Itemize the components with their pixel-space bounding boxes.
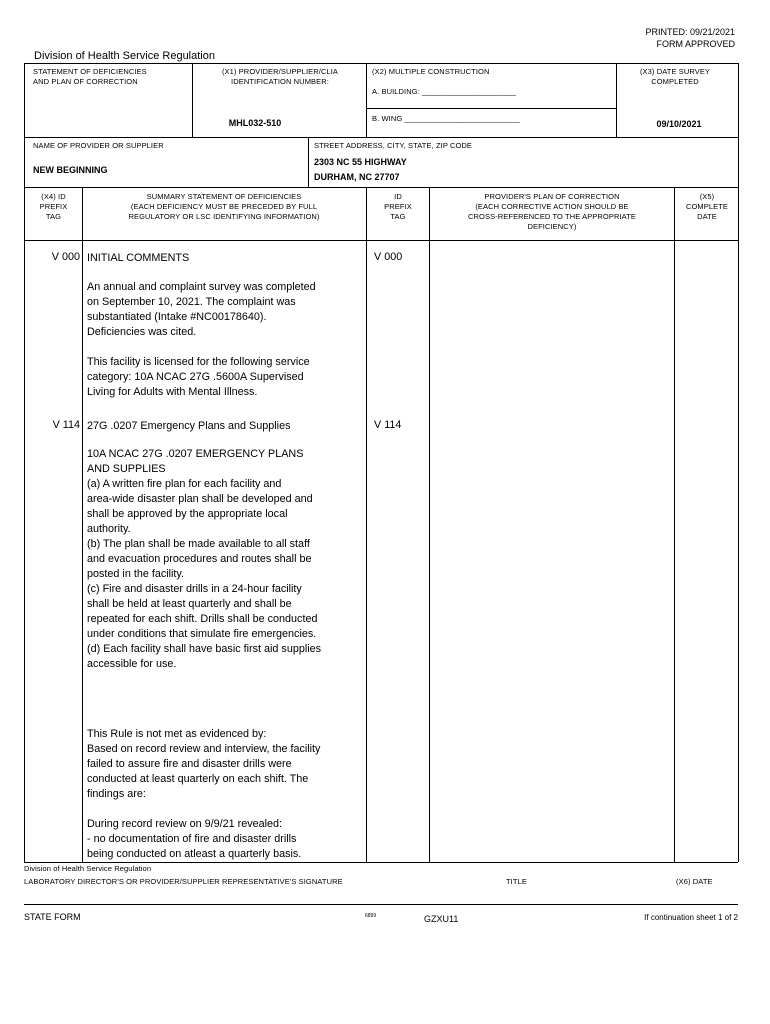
- x1-divider: [192, 63, 193, 137]
- form-code: 6899: [365, 913, 377, 919]
- x3-label: (X3) DATE SURVEY COMPLETED: [639, 67, 711, 86]
- street-line1: 2303 NC 55 HIGHWAY: [314, 157, 407, 167]
- entry-tag: V 000: [51, 251, 80, 263]
- printed-date: PRINTED: 09/21/2021: [645, 27, 735, 37]
- form-approved: FORM APPROVED: [656, 39, 735, 49]
- x6-date-label: (X6) DATE: [676, 877, 713, 886]
- id-prefix-column-header: ID PREFIX TAG: [384, 192, 412, 221]
- entry-title: INITIAL COMMENTS: [87, 252, 190, 264]
- wing-label: B. WING ___________________________: [372, 114, 520, 123]
- plan-column-divider: [674, 187, 675, 862]
- header-bottom-border: [24, 187, 738, 188]
- entry-paragraph: During record review on 9/9/21 revealed: - no documentation of fire and disaster drills being conducted on atleast a quarterly basis.: [87, 818, 302, 860]
- summary-column-header: SUMMARY STATEMENT OF DEFICIENCIES (EACH DEFICIENCY MUST BE PRECEDED BY FULL REGULATORY OR LSC IDENTIFYING INFORMATION): [128, 192, 320, 221]
- x1-value: MHL032-510: [228, 118, 282, 128]
- entry-body: [87, 280, 365, 415]
- summary-column-divider: [366, 187, 367, 862]
- column-header-border: [24, 240, 738, 241]
- building-label: A. BUILDING: ______________________: [372, 87, 517, 96]
- entry-body: [87, 727, 365, 877]
- street-label: STREET ADDRESS, CITY, STATE, ZIP CODE: [314, 141, 473, 150]
- x2-divider: [366, 63, 367, 137]
- address-divider: [308, 137, 309, 187]
- header-mid-border: [24, 137, 738, 138]
- plan-column-header: PROVIDER'S PLAN OF CORRECTION (EACH CORRECTIVE ACTION SHOULD BE CROSS-REFERENCED TO THE APPROPRIATE DEFICIENCY): [468, 192, 636, 231]
- provider-name: NEW BEGINNING: [33, 165, 108, 175]
- state-form-label: STATE FORM: [24, 912, 81, 922]
- x3-divider: [616, 63, 617, 137]
- left-border: [24, 63, 25, 862]
- x4-column-divider: [82, 187, 83, 862]
- x3-value: 09/10/2021: [656, 119, 702, 129]
- x1-label: (X1) PROVIDER/SUPPLIER/CLIA IDENTIFICATION NUMBER:: [221, 67, 339, 86]
- division-title: Division of Health Service Regulation: [34, 50, 215, 62]
- event-id: GZXU11: [424, 914, 459, 924]
- entry-paragraph: 10A NCAC 27G .0207 EMERGENCY PLANS AND SUPPLIES (a) A written fire plan for each facility and area-wide disaster plan shall be developed and shall be approved by the appropriate local authority. (b) The plan shall be made available to all staff and evacuation procedures and routes shall be posted in the facility. (c) Fire and disaster drills in a 24-hour facility shall be held at least quarterly and shall be repeated for each shift. Drills shall be conducted under conditions that simulate fire emergencies. (d) Each facility shall have basic first aid supplies accessible for use.: [87, 448, 322, 670]
- construction-divider: [366, 108, 616, 109]
- statement-label: STATEMENT OF DEFICIENCIES AND PLAN OF CORRECTION: [33, 67, 147, 86]
- entry-paragraph: This Rule is not met as evidenced by: Based on record review and interview, the facility failed to assure fire and disaster drills were conducted at least quarterly on each shift. The findings are:: [87, 728, 321, 800]
- entry-tag: V 114: [52, 419, 80, 431]
- entry-id-tag: V 000: [374, 251, 403, 263]
- continuation-sheet: If continuation sheet 1 of 2: [644, 913, 738, 922]
- footer-border: [24, 904, 738, 905]
- signature-label: LABORATORY DIRECTOR'S OR PROVIDER/SUPPLIER REPRESENTATIVE'S SIGNATURE: [24, 877, 343, 886]
- street-line2: DURHAM, NC 27707: [314, 172, 400, 182]
- entry-paragraph: An annual and complaint survey was completed on September 10, 2021. The complaint was substantiated (Intake #NC00178640). Deficiencies was cited.: [87, 281, 316, 338]
- id-column-divider: [429, 187, 430, 862]
- x2-label: (X2) MULTIPLE CONSTRUCTION: [372, 67, 490, 76]
- entry-body: [87, 447, 365, 687]
- x5-column-header: (X5) COMPLETE DATE: [685, 192, 729, 221]
- footer-division: Division of Health Service Regulation: [24, 864, 152, 873]
- entry-paragraph: This facility is licensed for the following service category: 10A NCAC 27G .5600A Supervised Living for Adults with Mental Illness.: [87, 356, 310, 398]
- header-top-border: [24, 63, 738, 64]
- right-border: [738, 63, 739, 862]
- x4-column-header: (X4) ID PREFIX TAG: [39, 192, 68, 221]
- title-label: TITLE: [506, 877, 527, 886]
- entry-title: 27G .0207 Emergency Plans and Supplies: [87, 420, 291, 432]
- entry-id-tag: V 114: [374, 419, 402, 431]
- provider-name-label: NAME OF PROVIDER OR SUPPLIER: [33, 141, 164, 150]
